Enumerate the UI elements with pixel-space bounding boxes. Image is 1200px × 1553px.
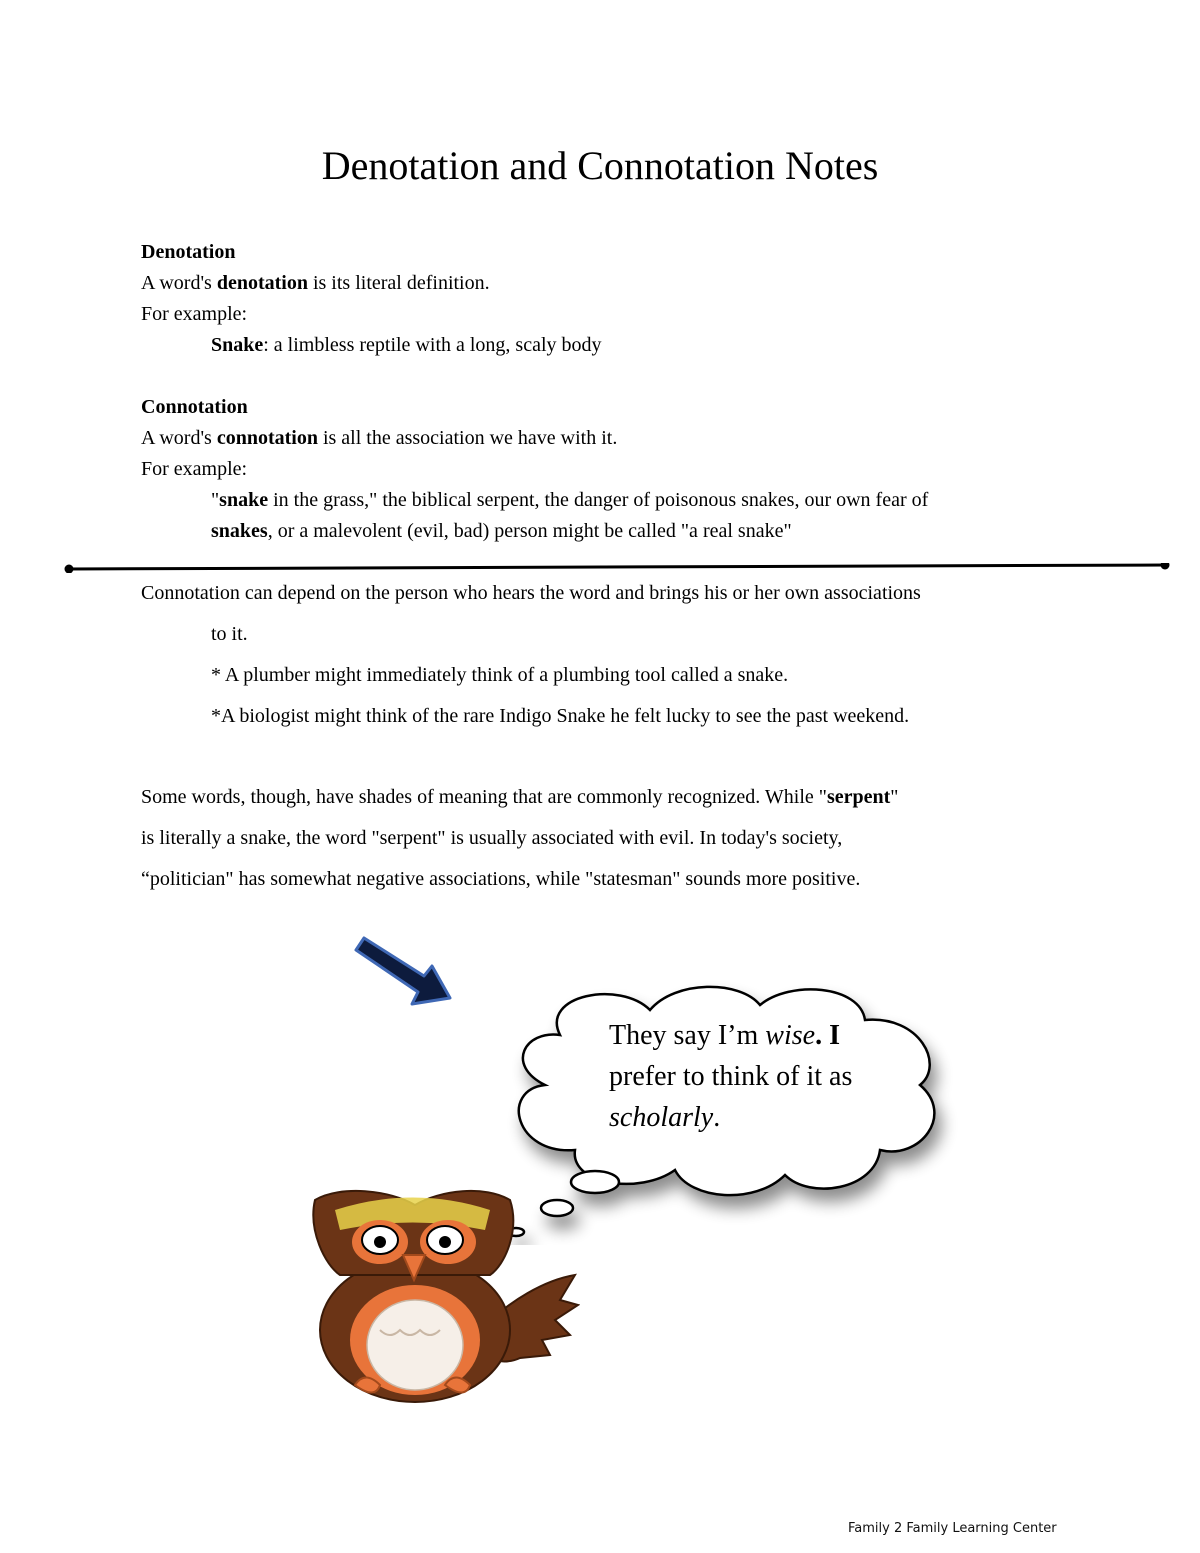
person-line-2: to it. [211, 623, 248, 645]
denotation-example-label: For example: [141, 303, 248, 325]
denotation-section [141, 237, 602, 361]
connotation-example-line-2: snakes, or a malevolent (evil, bad) person might be called "a real snake" [211, 520, 792, 542]
connotation-heading: Connotation [141, 396, 248, 418]
plumber-bullet: * A plumber might immediately think of a plumbing tool called a snake. [211, 664, 789, 686]
shades-line-1: Some words, though, have shades of meaning that are commonly recognized. While "serpent" [141, 786, 899, 808]
owl-illustration [280, 1180, 580, 1410]
snake-term: Snake [211, 334, 264, 356]
denotation-definition: A word's denotation is its literal definition. [141, 272, 490, 294]
connotation-example-line-1: "snake in the grass," the biblical serpent, the danger of poisonous snakes, our own fear of [211, 489, 929, 511]
shades-line-2: is literally a snake, the word "serpent" is usually associated with evil. In today's society, [141, 827, 843, 849]
denotation-heading: Denotation [141, 241, 236, 263]
denotation-example: Snake: a limbless reptile with a long, scaly body [211, 334, 602, 356]
person-line-1: Connotation can depend on the person who hears the word and brings his or her own associations [141, 582, 921, 604]
serpent-term: serpent [826, 786, 891, 808]
shades-section [141, 777, 898, 900]
connotation-term: connotation [216, 427, 318, 449]
arrow-icon [350, 932, 455, 1010]
connotation-example-label: For example: [141, 458, 248, 480]
shades-line-3: “politician" has somewhat negative associations, while "statesman" sounds more positive. [141, 868, 861, 890]
connotation-definition: A word's connotation is all the association we have with it. [141, 427, 618, 449]
person-section [141, 573, 921, 737]
biologist-bullet: *A biologist might think of the rare Indigo Snake he felt lucky to see the past weekend. [211, 705, 910, 727]
thought-text: They say I’m wise. I prefer to think of it as scholarly. [609, 1020, 853, 1133]
page-title: Denotation and Connotation Notes [321, 143, 879, 188]
connotation-section [141, 392, 928, 547]
footer-credit: Family 2 Family Learning Center [848, 1521, 1057, 1536]
section-divider [64, 563, 1170, 573]
denotation-term: denotation [216, 272, 308, 294]
